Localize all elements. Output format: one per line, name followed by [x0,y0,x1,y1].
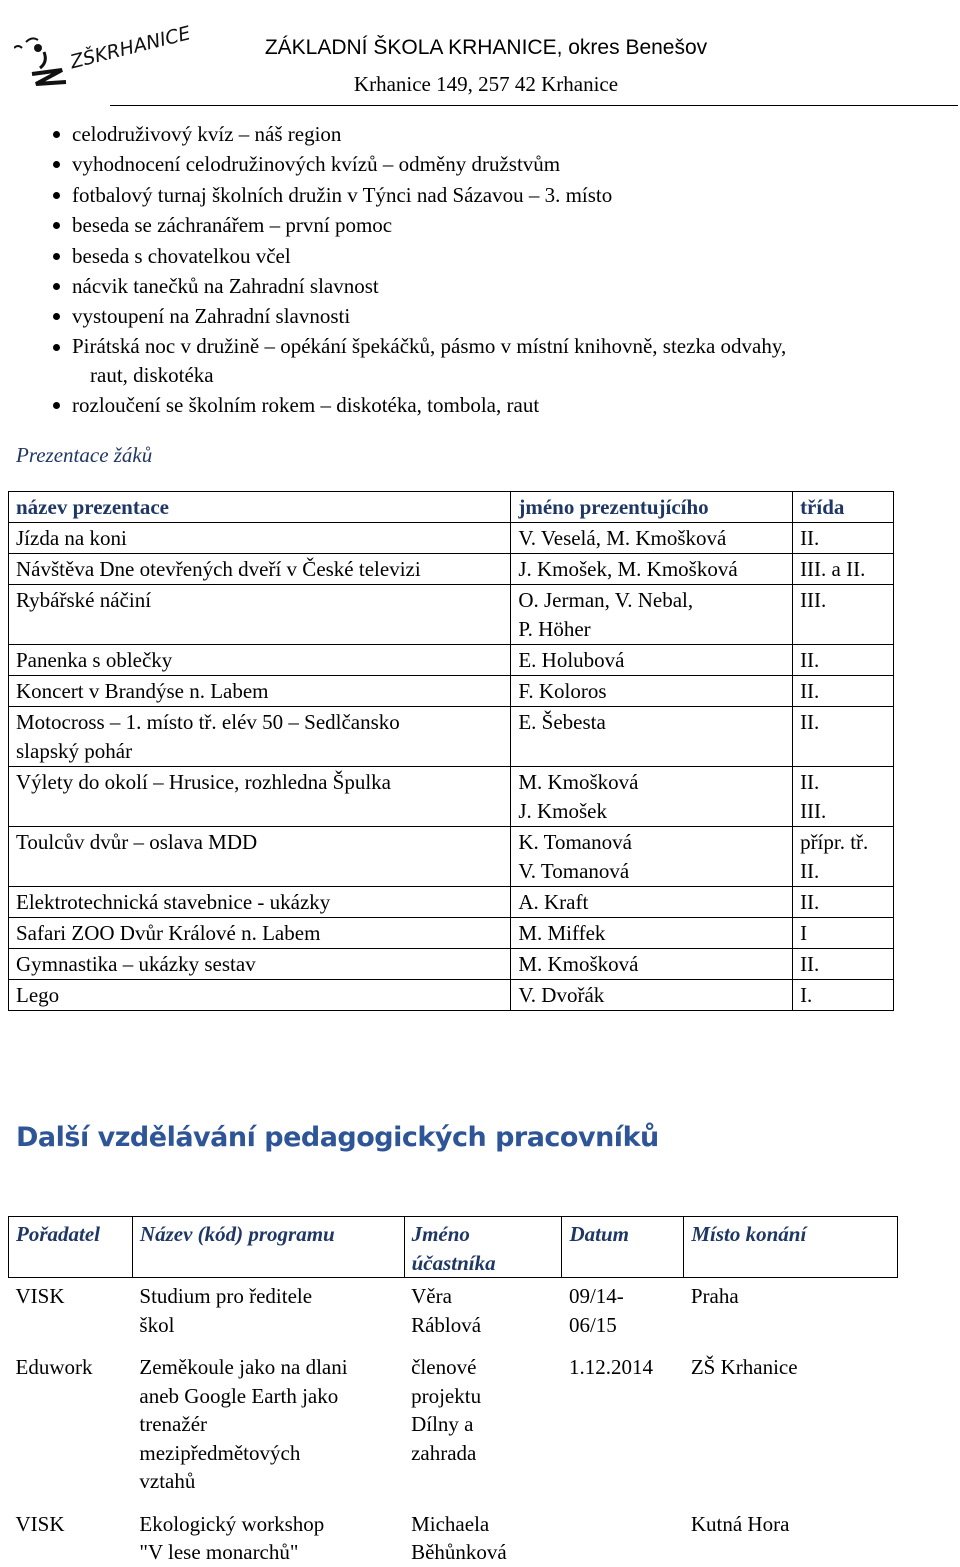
program-cell: Zeměkoule jako na dlani aneb Google Earth jako trenažér mezipředmětových vztahů [139,1355,348,1493]
class-cell: přípr. tř. II. [793,827,894,887]
table-row [9,827,894,887]
class-cell: I. [793,980,894,1011]
class-cell: III. a II. [793,554,894,585]
table-row [9,1496,898,1567]
participant-cell: členové projektu Dílny a zahrada [411,1355,482,1465]
table-header-row [9,492,894,523]
column-header: název prezentace [9,492,511,523]
class-cell: II. [793,645,894,676]
activity-list [48,119,948,420]
table-row [9,1339,898,1496]
presentation-name-cell: Panenka s oblečky [9,645,511,676]
table-row [9,707,894,767]
organizer-cell: Eduwork [15,1355,93,1379]
presenter-cell: V. Dvořák [511,980,793,1011]
school-logo [14,22,193,102]
list-item [48,332,948,390]
list-item: beseda se záchranářem – první pomoc [48,210,948,240]
table-row [9,585,894,645]
organizer-cell: VISK [15,1511,65,1536]
class-cell: II. III. [793,767,894,827]
list-item: vystoupení na Zahradní slavnosti [48,301,948,331]
class-cell: I [793,918,894,949]
presentation-name-cell: Návštěva Dne otevřených dveří v České televizi [9,554,511,585]
presenter-cell: A. Kraft [511,887,793,918]
table-row [9,980,894,1011]
list-item: fotbalový turnaj školních družin v Týnci nad Sázavou – 3. místo [48,180,948,210]
presenter-cell: K. Tomanová V. Tomanová [511,827,793,887]
column-header: Jméno účastníka [404,1217,562,1278]
table-row [9,887,894,918]
column-header: Pořadatel [9,1217,133,1278]
presentation-name-cell: Motocross – 1. místo tř. elév 50 – Sedlčansko slapský pohár [9,707,511,767]
column-header: Název (kód) programu [132,1217,404,1278]
presenter-cell: O. Jerman, V. Nebal, P. Höher [511,585,793,645]
list-item: rozloučení se školním rokem – diskotéka, tombola, raut [48,390,948,420]
table-row [9,645,894,676]
organizer-cell: VISK [15,1284,65,1308]
class-cell: II. [793,676,894,707]
participant-cell: Michaela Běhůnková [411,1511,507,1564]
page-header [0,0,960,110]
presentation-name-cell: Toulcův dvůr – oslava MDD [9,827,511,887]
table-row [9,676,894,707]
table-row [9,949,894,980]
class-cell: II. [793,707,894,767]
presenter-cell: F. Koloros [511,676,793,707]
table-header-row [9,1217,898,1278]
list-item: beseda s chovatelkou včel [48,241,948,271]
list-item-line: Pirátská noc v družině – opékání špekáčků, pásmo v místní knihovně, stezka odvahy, [72,333,787,358]
table-row [9,918,894,949]
list-item-continuation: raut, diskotéka [90,362,214,387]
training-heading: Další vzdělávání pedagogických pracovníků [16,1122,659,1153]
table-row [9,1278,898,1340]
presentation-name-cell: Jízda na koni [9,523,511,554]
date-cell [562,1496,684,1567]
presentation-name-cell: Elektrotechnická stavebnice - ukázky [9,887,511,918]
list-item: celodruživový kvíz – náš region [48,119,948,149]
class-cell: II. [793,523,894,554]
list-item: nácvik tanečků na Zahradní slavnost [48,271,948,301]
column-header: Místo konání [684,1217,898,1278]
logo-text: ZŠKRHANICE [68,22,193,74]
training-table [8,1216,898,1567]
presentation-name-cell: Rybářské náčiní [9,585,511,645]
presenter-cell: M. Kmošková [511,949,793,980]
presentation-name-cell: Výlety do okolí – Hrusice, rozhledna Špulka [9,767,511,827]
presenter-cell: E. Holubová [511,645,793,676]
participant-cell: Věra Ráblová [411,1284,482,1337]
table-row [9,523,894,554]
program-cell: Studium pro ředitele škol [139,1284,313,1337]
location-cell: ZŠ Krhanice [690,1355,798,1379]
date-cell: 1.12.2014 [568,1355,653,1379]
school-address: Krhanice 149, 257 42 Krhanice [353,72,619,96]
program-cell: Ekologický workshop "V lese monarchů" [139,1511,325,1564]
list-item: vyhodnocení celodružinových kvízů – odměny družstvům [48,149,948,179]
presenter-cell: E. Šebesta [511,707,793,767]
table-row [9,767,894,827]
presentation-name-cell: Lego [9,980,511,1011]
presenter-cell: M. Miffek [511,918,793,949]
class-cell: II. [793,949,894,980]
presentation-name-cell: Koncert v Brandýse n. Labem [9,676,511,707]
class-cell: III. [793,585,894,645]
presenter-cell: V. Veselá, M. Kmošková [511,523,793,554]
header-divider [110,105,958,106]
presentation-name-cell: Safari ZOO Dvůr Králové n. Labem [9,918,511,949]
column-header: třída [793,492,894,523]
location-cell: Praha [690,1284,739,1308]
class-cell: II. [793,887,894,918]
presentations-table [8,491,894,1011]
presentation-name-cell: Gymnastika – ukázky sestav [9,949,511,980]
table-row [9,554,894,585]
presenter-cell: J. Kmošek, M. Kmošková [511,554,793,585]
location-cell: Kutná Hora [690,1511,790,1536]
date-cell: 09/14- 06/15 [568,1284,624,1337]
presentations-title: Prezentace žáků [16,443,153,467]
column-header: jméno prezentujícího [511,492,793,523]
school-name: ZÁKLADNÍ ŠKOLA KRHANICE, okres Benešov [264,36,708,59]
presenter-cell: M. Kmošková J. Kmošek [511,767,793,827]
column-header: Datum [562,1217,684,1278]
